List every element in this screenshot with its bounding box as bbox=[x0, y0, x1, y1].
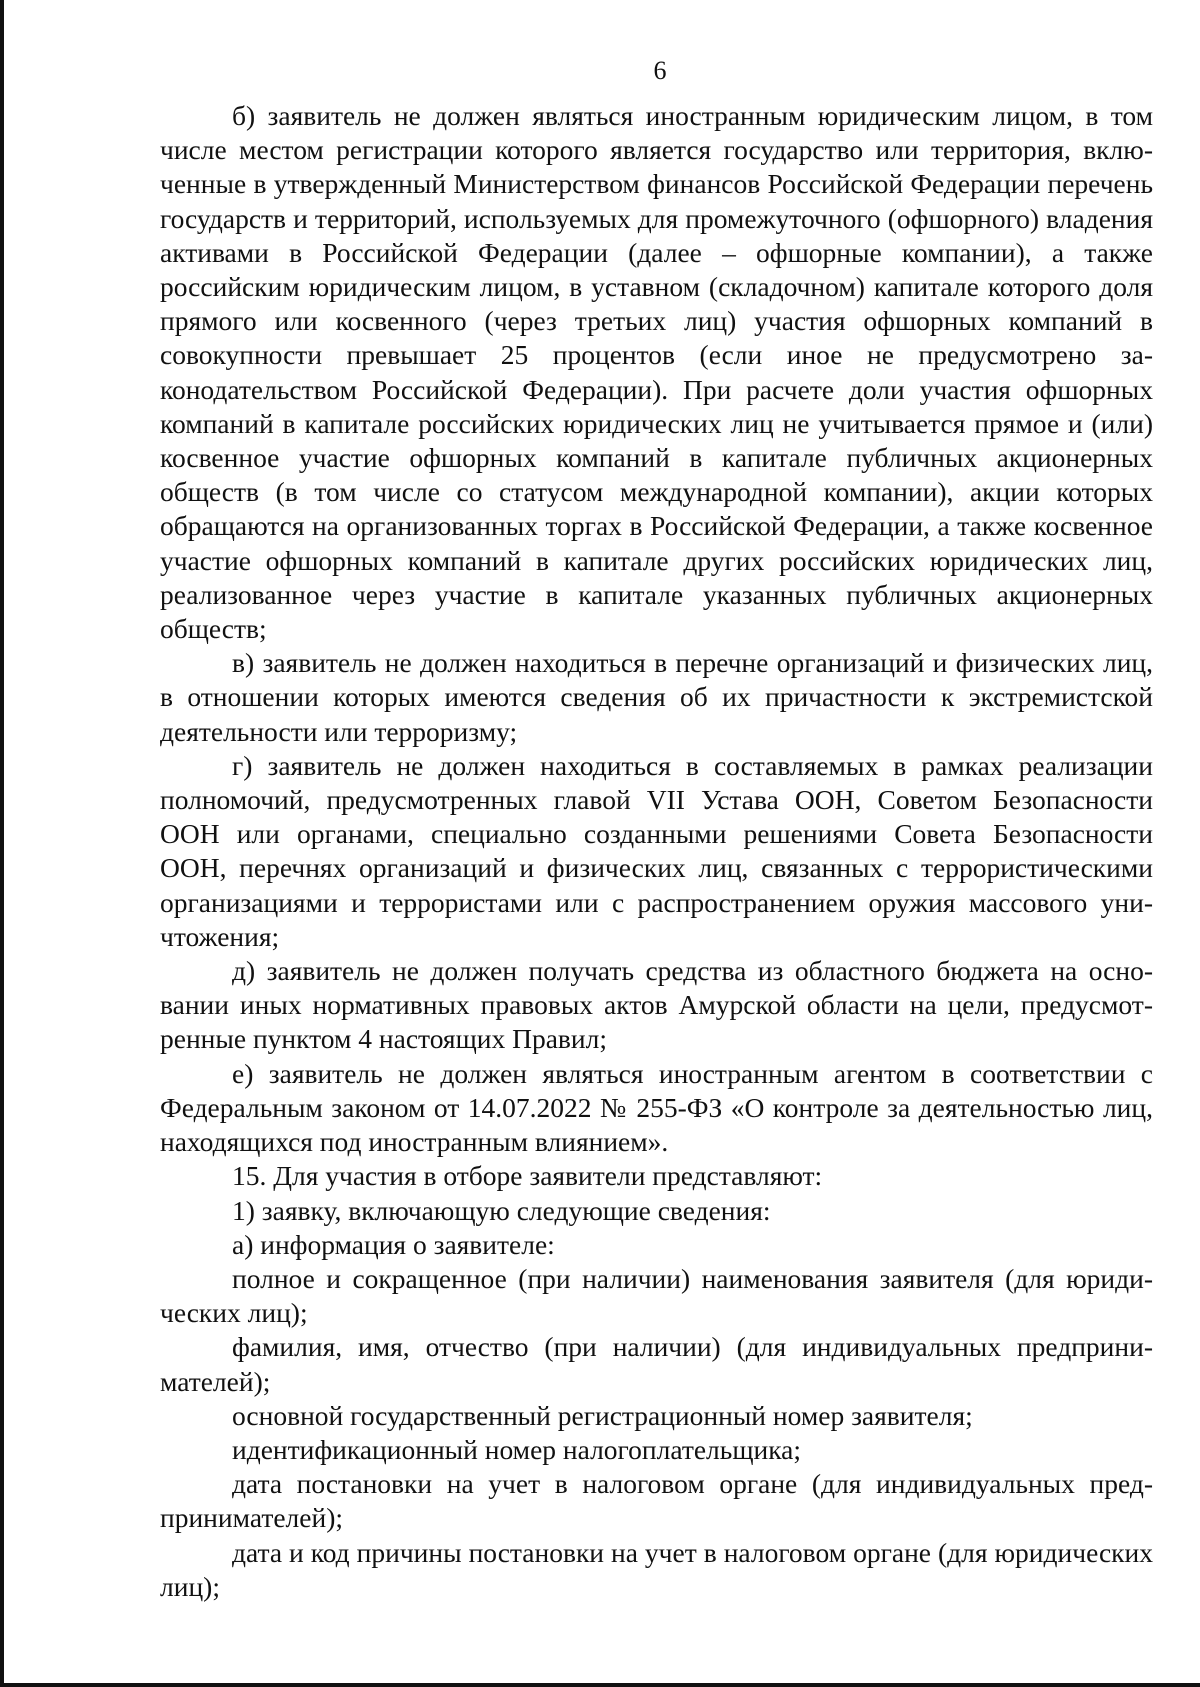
paragraph-15-1-a: а) информация о заявителе: bbox=[232, 1228, 555, 1260]
item-ogrn: основной государственный регистрационный номер заявителя; bbox=[232, 1399, 973, 1431]
paragraph-v: в) заявитель не должен находиться в перечне организаций и физических лиц, в отношении которых имеются сведения об их причастности к экстремистской деятельности или терроризму; bbox=[160, 647, 1153, 747]
page-number: 6 bbox=[653, 56, 667, 85]
item-full-name: полное и сокращенное (при наличии) наименования заявителя (для юридических лиц); bbox=[160, 1262, 1153, 1329]
paragraph-15: 15. Для участия в отборе заявители представляют: bbox=[232, 1160, 823, 1192]
paragraph-g: г) заявитель не должен находиться в составляемых в рамках реализации полномочий, предусмотренных главой VII Устава ООН, Советом Безопасности ООН или органами, специально созданными решениями Совета Безопасности ООН, перечнях организаций и физических лиц, связанных с террористическими организациями и террористами или с распространением оружия массового уничтожения; bbox=[160, 749, 1153, 952]
paragraph-d: д) заявитель не должен получать средства из областного бюджета на основании иных нормативных правовых актов Амурской области на цели, предусмотренные пунктом 4 настоящих Правил; bbox=[160, 955, 1153, 1055]
document-body bbox=[160, 99, 1153, 1604]
item-registration-date-legal: дата и код причины постановки на учет в налоговом органе (для юридических лиц); bbox=[160, 1536, 1153, 1602]
item-fio: фамилия, имя, отчество (при наличии) (для индивидуальных предпринимателей); bbox=[160, 1331, 1153, 1397]
paragraph-15-1: 1) заявку, включающую следующие сведения: bbox=[232, 1194, 771, 1226]
paragraph-b: б) заявитель не должен являться иностранным юридическим лицом, в том числе местом регистрации которого является государство или территория, включенные в утвержденный Министерством финансов Российской Федерации перечень государств и территорий, используемых для промежуточного (офшорного) владения активами в Российской Федерации (далее – офшорные компании), а также российским юридическим лицом, в уставном (складочном) капитале которого доля прямого или косвенного (через третьих лиц) участия офшорных компаний в совокупности превышает 25 процентов (если иное не предусмотрено законодательством Российской Федерации). При расчете доли участия офшорных компаний в капитале российских юридических лиц не учитывается прямое и (или) косвенное участие офшорных компаний в капитале публичных акционерных обществ (в том числе со статусом международной компании), акции которых обращаются на организованных торгах в Российской Федерации, а также косвенное участие офшорных компаний в капитале других российских юридических лиц, реализованное через участие в капитале указанных публичных акционерных обществ; bbox=[160, 100, 1153, 645]
paragraph-e: е) заявитель не должен являться иностранным агентом в соответствии с Федеральным законом от 14.07.2022 № 255-ФЗ «О контроле за деятельностью лиц, находящихся под иностранным влиянием». bbox=[160, 1057, 1153, 1158]
item-registration-date-ip: дата постановки на учет в налоговом органе (для индивидуальных предпринимателей); bbox=[160, 1468, 1153, 1534]
item-inn: идентификационный номер налогоплательщика; bbox=[232, 1433, 802, 1465]
